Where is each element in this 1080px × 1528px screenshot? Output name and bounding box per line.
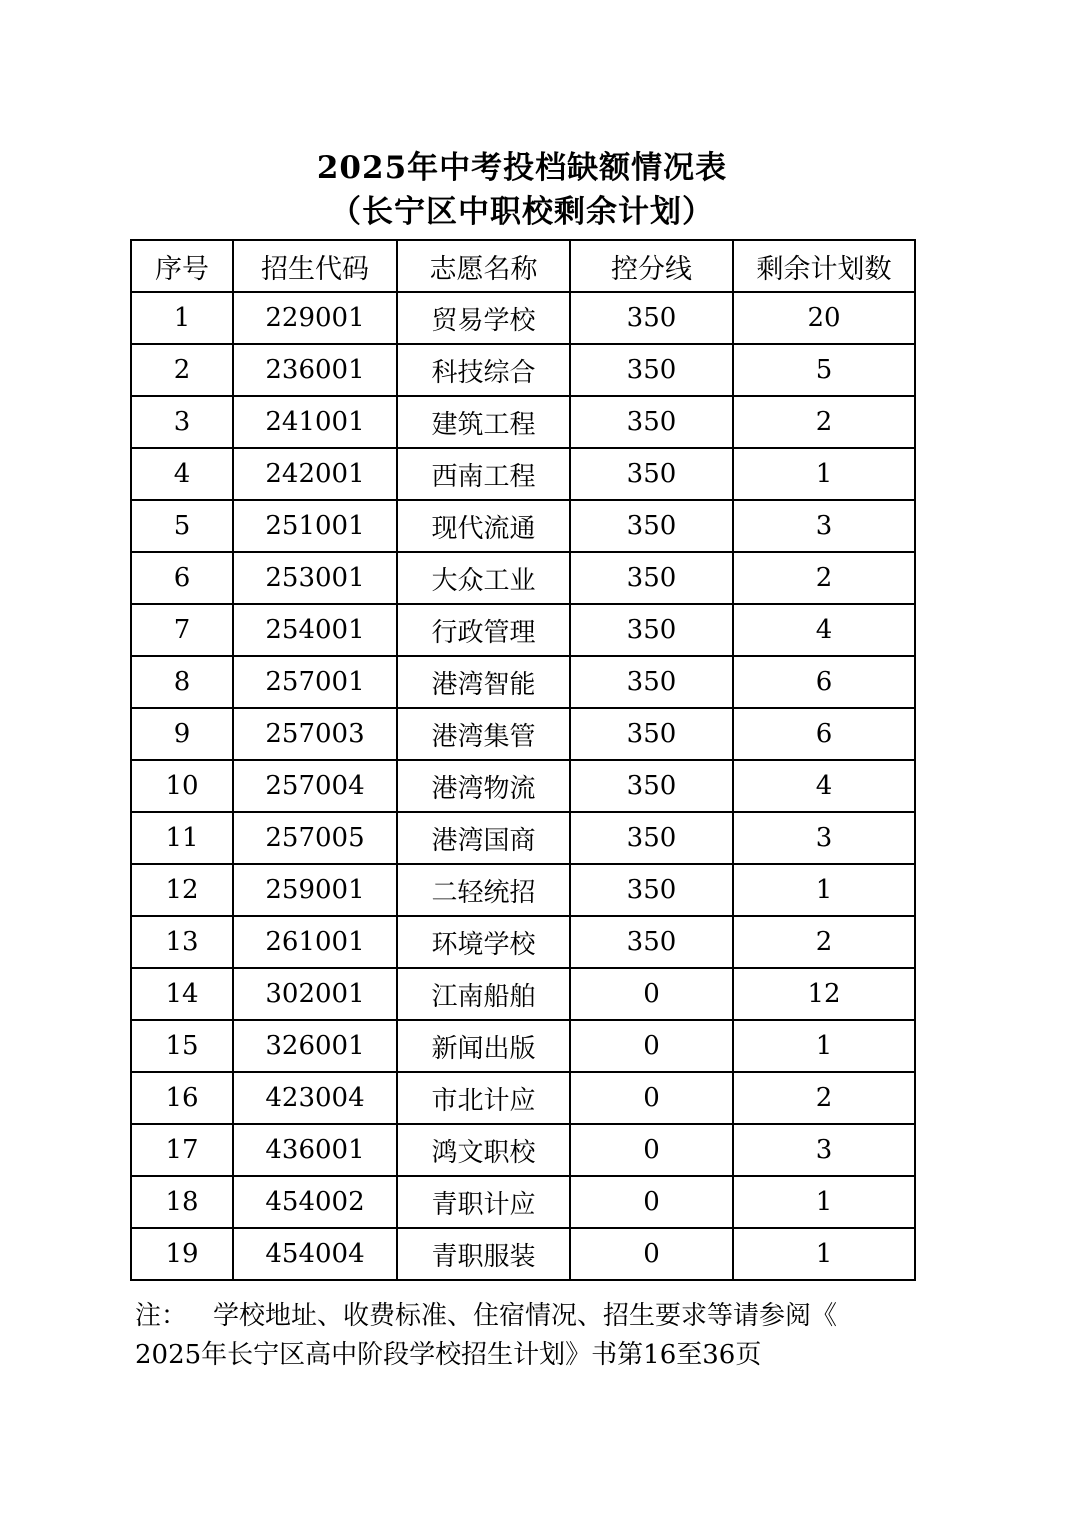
cell-index: 3 (131, 396, 233, 448)
table-row (131, 864, 915, 916)
cell-remaining: 1 (733, 1176, 915, 1228)
document-title (0, 146, 1044, 234)
cell-index: 17 (131, 1124, 233, 1176)
cell-code: 236001 (233, 344, 397, 396)
header-code: 招生代码 (233, 240, 397, 292)
table-body (131, 292, 915, 1280)
title-line-1: 2025年中考投档缺额情况表 (316, 150, 728, 186)
header-index: 序号 (131, 240, 233, 292)
cell-remaining: 6 (733, 656, 915, 708)
cell-cutoff: 350 (570, 760, 733, 812)
cell-code: 241001 (233, 396, 397, 448)
cell-index: 7 (131, 604, 233, 656)
cell-cutoff: 0 (570, 968, 733, 1020)
cell-cutoff: 350 (570, 396, 733, 448)
cell-cutoff: 350 (570, 344, 733, 396)
cell-name: 港湾集管 (397, 708, 570, 760)
cell-code: 302001 (233, 968, 397, 1020)
cell-cutoff: 350 (570, 812, 733, 864)
cell-remaining: 5 (733, 344, 915, 396)
cell-index: 9 (131, 708, 233, 760)
footnote-label: 注： (135, 1301, 188, 1331)
cell-cutoff: 0 (570, 1020, 733, 1072)
cell-name: 二轻统招 (397, 864, 570, 916)
cell-index: 12 (131, 864, 233, 916)
cell-cutoff: 350 (570, 448, 733, 500)
cell-remaining: 2 (733, 1072, 915, 1124)
cell-code: 257005 (233, 812, 397, 864)
cell-cutoff: 350 (570, 552, 733, 604)
cell-name: 行政管理 (397, 604, 570, 656)
table-row (131, 604, 915, 656)
table-row (131, 760, 915, 812)
cell-remaining: 3 (733, 500, 915, 552)
cell-code: 261001 (233, 916, 397, 968)
table-row (131, 812, 915, 864)
table-row (131, 396, 915, 448)
table-row (131, 552, 915, 604)
cell-index: 16 (131, 1072, 233, 1124)
cell-cutoff: 0 (570, 1228, 733, 1280)
cell-index: 8 (131, 656, 233, 708)
cell-remaining: 2 (733, 552, 915, 604)
cell-name: 贸易学校 (397, 292, 570, 344)
header-remaining: 剩余计划数 (733, 240, 915, 292)
cell-index: 11 (131, 812, 233, 864)
cell-cutoff: 350 (570, 708, 733, 760)
table-row (131, 1228, 915, 1280)
cell-cutoff: 0 (570, 1124, 733, 1176)
cell-index: 15 (131, 1020, 233, 1072)
cell-cutoff: 350 (570, 292, 733, 344)
header-name: 志愿名称 (397, 240, 570, 292)
footnote-line-1 (135, 1297, 915, 1336)
table-row (131, 916, 915, 968)
cell-index: 13 (131, 916, 233, 968)
cell-remaining: 20 (733, 292, 915, 344)
cell-code: 242001 (233, 448, 397, 500)
cell-code: 257004 (233, 760, 397, 812)
cell-name: 市北计应 (397, 1072, 570, 1124)
table-row (131, 656, 915, 708)
cell-cutoff: 350 (570, 916, 733, 968)
header-cutoff: 控分线 (570, 240, 733, 292)
cell-code: 454002 (233, 1176, 397, 1228)
cell-name: 江南船舶 (397, 968, 570, 1020)
cell-index: 1 (131, 292, 233, 344)
footnote (135, 1297, 915, 1375)
cell-code: 454004 (233, 1228, 397, 1280)
cell-index: 10 (131, 760, 233, 812)
cell-remaining: 3 (733, 1124, 915, 1176)
table-row (131, 968, 915, 1020)
cell-name: 港湾国商 (397, 812, 570, 864)
table-row (131, 1072, 915, 1124)
cell-code: 254001 (233, 604, 397, 656)
cell-name: 现代流通 (397, 500, 570, 552)
cell-name: 港湾物流 (397, 760, 570, 812)
cell-cutoff: 350 (570, 604, 733, 656)
cell-remaining: 1 (733, 864, 915, 916)
cell-cutoff: 350 (570, 656, 733, 708)
cell-index: 19 (131, 1228, 233, 1280)
cell-name: 青职服装 (397, 1228, 570, 1280)
cell-remaining: 4 (733, 760, 915, 812)
cell-index: 6 (131, 552, 233, 604)
cell-remaining: 2 (733, 916, 915, 968)
cell-name: 青职计应 (397, 1176, 570, 1228)
cell-remaining: 2 (733, 396, 915, 448)
cell-code: 253001 (233, 552, 397, 604)
cell-name: 港湾智能 (397, 656, 570, 708)
cell-index: 5 (131, 500, 233, 552)
cell-cutoff: 350 (570, 864, 733, 916)
cell-index: 2 (131, 344, 233, 396)
cell-code: 259001 (233, 864, 397, 916)
title-line-2: （长宁区中职校剩余计划） (330, 194, 714, 230)
cell-remaining: 4 (733, 604, 915, 656)
cell-remaining: 3 (733, 812, 915, 864)
cell-name: 鸿文职校 (397, 1124, 570, 1176)
cell-code: 229001 (233, 292, 397, 344)
table-header-row (131, 240, 915, 292)
footnote-text-1: 学校地址、收费标准、住宿情况、招生要求等请参阅《 (213, 1301, 838, 1331)
quota-table (130, 239, 916, 1281)
cell-name: 环境学校 (397, 916, 570, 968)
cell-code: 257001 (233, 656, 397, 708)
table-row (131, 708, 915, 760)
cell-code: 423004 (233, 1072, 397, 1124)
cell-remaining: 1 (733, 1228, 915, 1280)
cell-index: 14 (131, 968, 233, 1020)
table-row (131, 1020, 915, 1072)
table-row (131, 1124, 915, 1176)
cell-index: 4 (131, 448, 233, 500)
cell-code: 257003 (233, 708, 397, 760)
cell-name: 新闻出版 (397, 1020, 570, 1072)
cell-code: 436001 (233, 1124, 397, 1176)
cell-remaining: 1 (733, 1020, 915, 1072)
cell-remaining: 12 (733, 968, 915, 1020)
cell-name: 西南工程 (397, 448, 570, 500)
table-row (131, 1176, 915, 1228)
table-row (131, 500, 915, 552)
cell-cutoff: 0 (570, 1072, 733, 1124)
table-row (131, 344, 915, 396)
table-row (131, 448, 915, 500)
cell-name: 科技综合 (397, 344, 570, 396)
cell-remaining: 6 (733, 708, 915, 760)
cell-code: 251001 (233, 500, 397, 552)
cell-name: 大众工业 (397, 552, 570, 604)
cell-cutoff: 350 (570, 500, 733, 552)
cell-remaining: 1 (733, 448, 915, 500)
cell-code: 326001 (233, 1020, 397, 1072)
footnote-line-2: 2025年长宁区高中阶段学校招生计划》书第16至36页 (135, 1340, 762, 1370)
table-row (131, 292, 915, 344)
cell-name: 建筑工程 (397, 396, 570, 448)
cell-cutoff: 0 (570, 1176, 733, 1228)
cell-index: 18 (131, 1176, 233, 1228)
